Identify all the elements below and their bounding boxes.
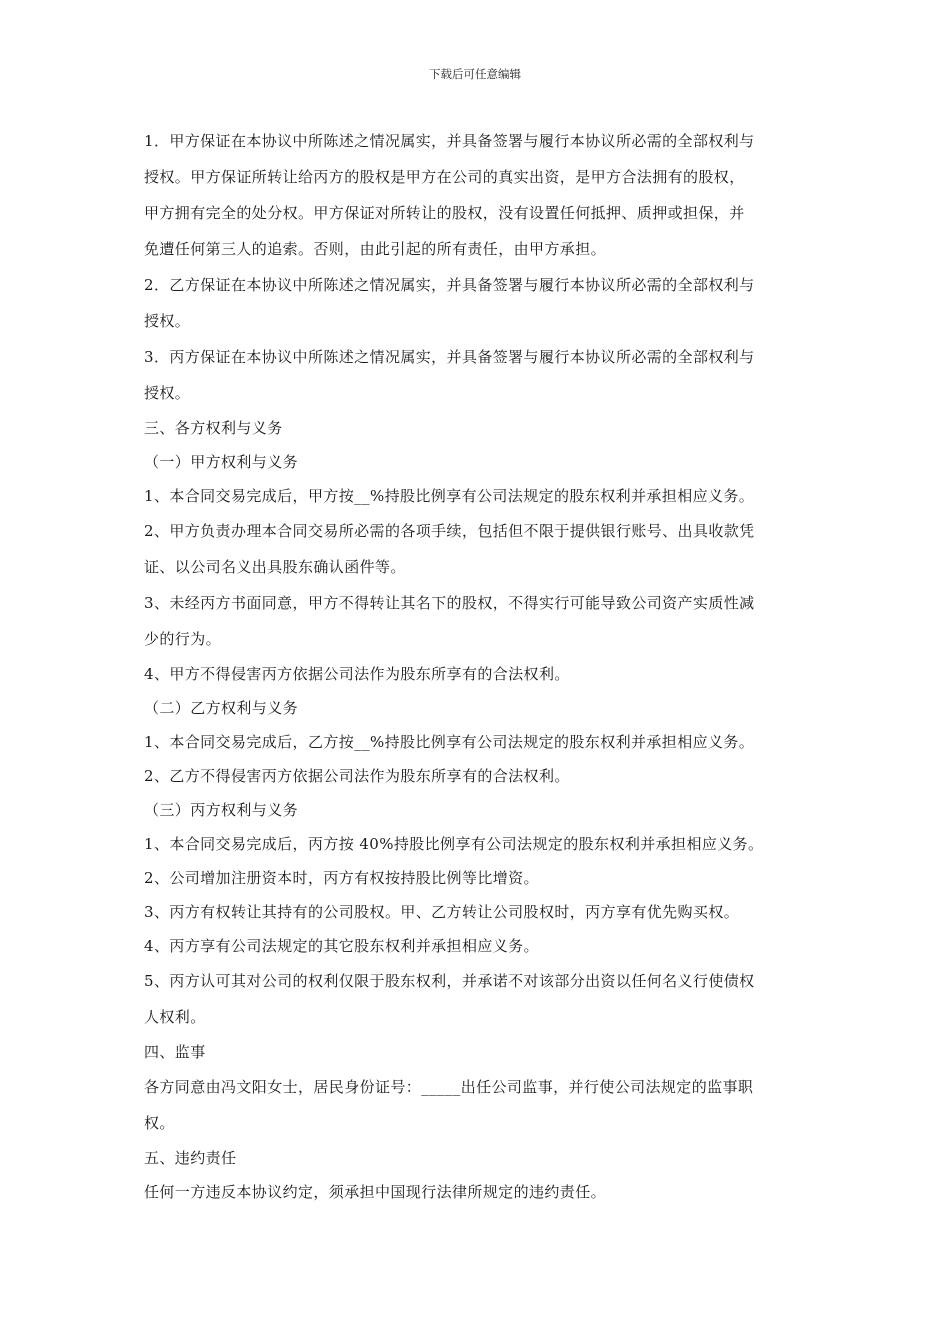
text-line: 授权。 (144, 312, 191, 330)
text-line: 人权利。 (144, 1008, 206, 1026)
text-line: 甲方拥有完全的处分权。甲方保证对所转让的股权，没有设置任何抵押、质押或担保，并 (144, 204, 745, 222)
subsection-heading-party-a: （一）甲方权利与义务 (144, 453, 299, 471)
text-line: 任何一方违反本协议约定，须承担中国现行法律所规定的违约责任。 (144, 1183, 607, 1201)
text-line: 2．乙方保证在本协议中所陈述之情况属实，并具备签署与履行本协议所必需的全部权利与 (144, 276, 755, 294)
text-line: 免遭任何第三人的追索。否则，由此引起的所有责任，由甲方承担。 (144, 240, 607, 258)
text-line: 4、甲方不得侵害丙方依据公司法作为股东所享有的合法权利。 (144, 665, 570, 683)
text-line: 1、本合同交易完成后，丙方按 40%持股比例享有公司法规定的股东权利并承担相应义务。 (144, 835, 764, 853)
page-header: 下载后可任意编辑 (429, 67, 521, 81)
text-line: 3．丙方保证在本协议中所陈述之情况属实，并具备签署与履行本协议所必需的全部权利与 (144, 348, 755, 366)
text-line: 1．甲方保证在本协议中所陈述之情况属实，并具备签署与履行本协议所必需的全部权利与 (144, 132, 755, 150)
text-line: 3、丙方有权转让其持有的公司股权。甲、乙方转让公司股权时，丙方享有优先购买权。 (144, 903, 740, 921)
text-line: 授权。 (144, 384, 191, 402)
section-heading-liability: 五、违约责任 (144, 1149, 237, 1167)
text-line: 权。 (144, 1114, 175, 1132)
section-heading-supervisor: 四、监事 (144, 1043, 206, 1061)
text-line: 证、以公司名义出具股东确认函件等。 (144, 558, 406, 576)
text-line: 5、丙方认可其对公司的权利仅限于股东权利，并承诺不对该部分出资以任何名义行使债权 (144, 972, 755, 990)
subsection-heading-party-c: （三）丙方权利与义务 (144, 801, 299, 819)
section-heading-rights: 三、各方权利与义务 (144, 419, 283, 437)
text-line: 3、未经丙方书面同意，甲方不得转让其名下的股权，不得实行可能导致公司资产实质性减 (144, 594, 755, 612)
text-line: 1、本合同交易完成后，甲方按__%持股比例享有公司法规定的股东权利并承担相应义务。 (144, 487, 755, 505)
document-body (144, 123, 814, 1209)
text-line: 各方同意由冯文阳女士，居民身份证号：_____出任公司监事，并行使公司法规定的监事职 (144, 1078, 754, 1096)
text-line: 2、甲方负责办理本合同交易所必需的各项手续，包括但不限于提供银行账号、出具收款凭 (144, 522, 755, 540)
text-line: 少的行为。 (144, 630, 222, 648)
text-line: 2、公司增加注册资本时，丙方有权按持股比例等比增资。 (144, 869, 539, 887)
text-line: 1、本合同交易完成后，乙方按__%持股比例享有公司法规定的股东权利并承担相应义务。 (144, 733, 755, 751)
subsection-heading-party-b: （二）乙方权利与义务 (144, 699, 299, 717)
text-line: 4、丙方享有公司法规定的其它股东权利并承担相应义务。 (144, 937, 539, 955)
text-line: 授权。甲方保证所转让给丙方的股权是甲方在公司的真实出资，是甲方合法拥有的股权， (144, 168, 745, 186)
text-line: 2、乙方不得侵害丙方依据公司法作为股东所享有的合法权利。 (144, 767, 570, 785)
